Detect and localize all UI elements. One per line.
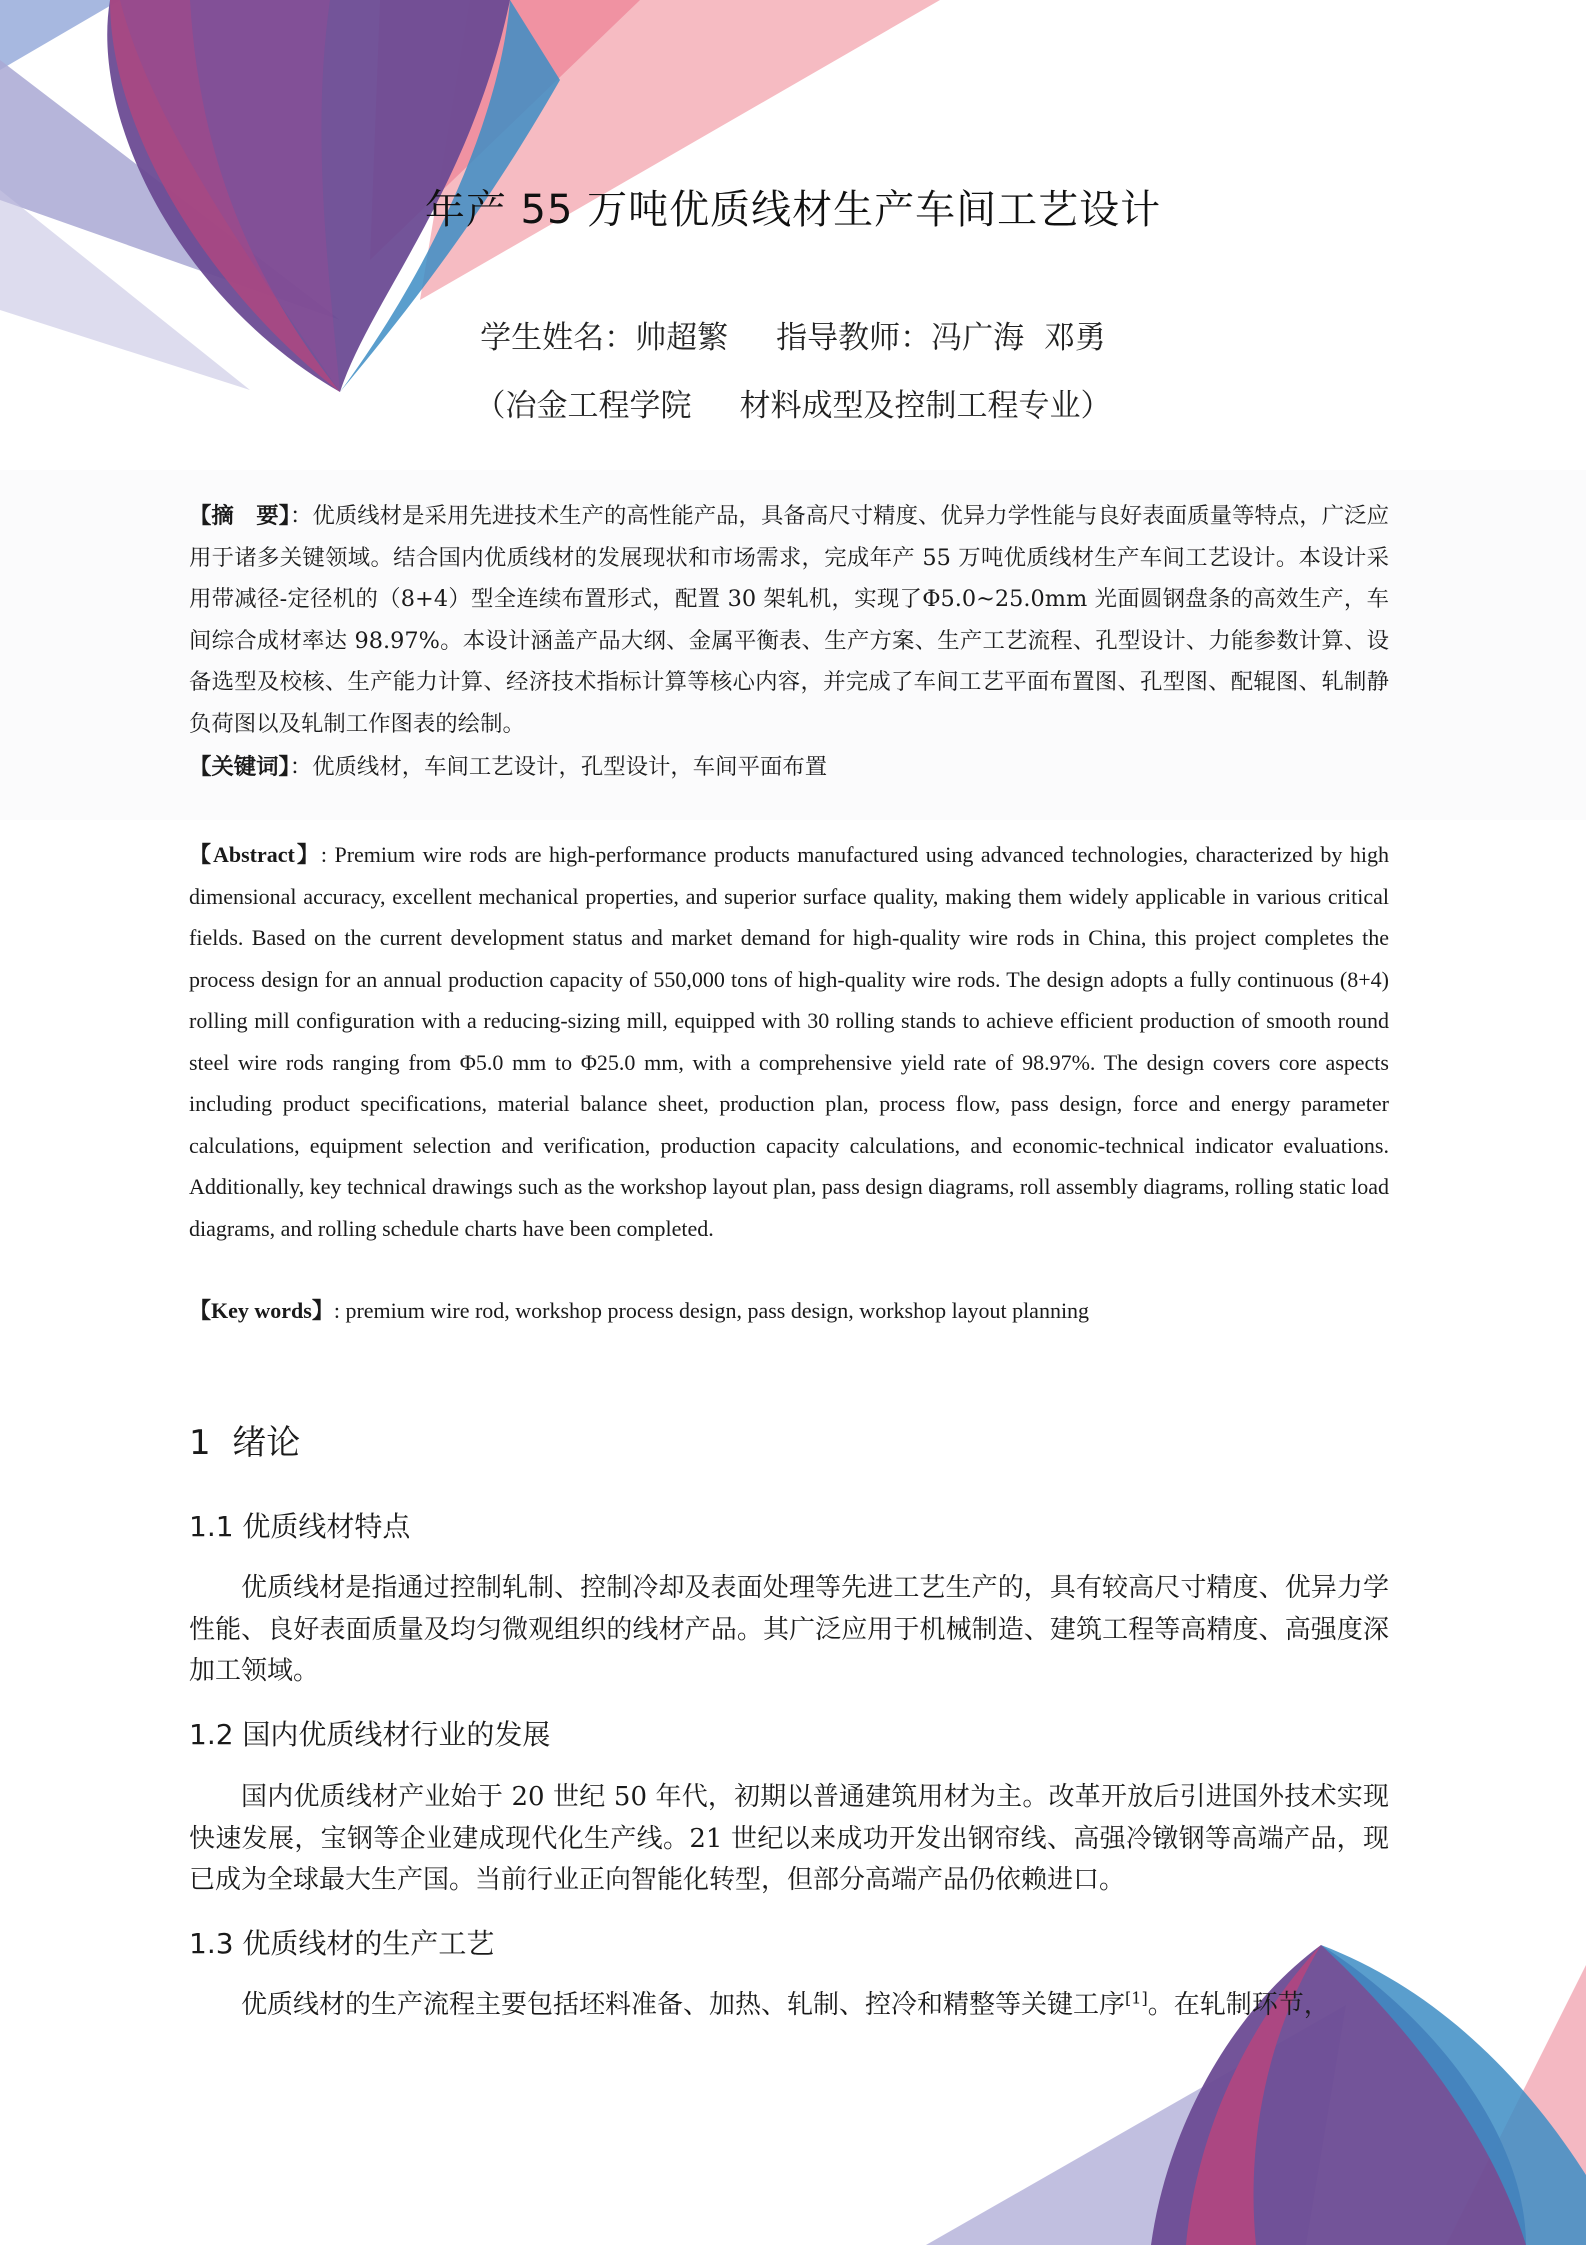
- affiliation-close-paren: ）: [1080, 388, 1112, 424]
- advisor-names: 冯广海 邓勇: [931, 320, 1106, 356]
- major-name: 材料成型及控制工程专业: [739, 388, 1081, 424]
- school-name: 冶金工程学院: [505, 388, 692, 424]
- subsection-heading-1-3: 1.3 优质线材的生产工艺: [189, 1927, 495, 1960]
- citation-ref[interactable]: [1]: [1125, 1988, 1148, 2008]
- section-heading-1: 1 绪论: [189, 1423, 301, 1463]
- affiliation-line: [0, 380, 1586, 425]
- paragraph-1-3: [189, 1985, 1389, 2027]
- abstract-zh: [189, 496, 1389, 745]
- abstract-zh-text: ：优质线材是采用先进技术生产的高性能产品，具备高尺寸精度、优异力学性能与良好表面质量等特点，广泛应用于诸多关键领域。结合国内优质线材的发展现状和市场需求，完成年产 55 万吨优质线材生产车间工艺设计。本设计采用带减径-定径机的（8+4）型全连续布置形式，配置 30 架轧机，实现了Φ5.0~25.0mm 光面圆钢盘条的高效生产，车间综合成材率达 98.97%。本设计涵盖产品大纲、金属平衡表、生产方案、生产工艺流程、孔型设计、力能参数计算、设备选型及校核、生产能力计算、经济技术指标计算等核心内容，并完成了车间工艺平面布置图、孔型图、配辊图、轧制静负荷图以及轧制工作图表的绘制。: [189, 503, 1389, 737]
- keywords-en-text: : premium wire rod, workshop process design, pass design, workshop layout planning: [333, 1298, 1090, 1323]
- keywords-zh-label: 【关键词】: [189, 754, 290, 780]
- abstract-zh-label: 【摘 要】: [189, 503, 290, 529]
- author-line: [0, 312, 1586, 357]
- student-name: 帅超繁: [635, 320, 729, 356]
- keywords-en: [189, 1290, 1389, 1332]
- paper-title: 年产 55 万吨优质线材生产车间工艺设计: [424, 187, 1162, 233]
- paragraph-1-3-text: 优质线材的生产流程主要包括坯料准备、加热、轧制、控冷和精整等关键工序: [241, 1990, 1126, 2020]
- paragraph-1-3-text-after: 。在轧制环节，: [1147, 1990, 1330, 2020]
- subsection-heading-1-1: 1.1 优质线材特点: [189, 1510, 411, 1543]
- abstract-en-text: : Premium wire rods are high-performance products manufactured using advanced technologies, characterized by high dimensional accuracy, excellent mechanical properties, and superior surface quality, making them widely applicable in various critical fields. Based on the current development status and market demand for high-quality wire rods in China, this project completes the process design for an annual production capacity of 550,000 tons of high-quality wire rods. The design adopts a fully continuous (8+4) rolling mill configuration with a reducing-sizing mill, equipped with 30 rolling stands to achieve efficient production of smooth round steel wire rods ranging from Φ5.0 mm to Φ25.0 mm, with a comprehensive yield rate of 98.97%. The design covers core aspects including product specifications, material balance sheet, production plan, process flow, pass design, force and energy parameter calculations, equipment selection and verification, production capacity calculations, and economic-technical indicator evaluations. Additionally, key technical drawings such as the workshop layout plan, pass design diagrams, roll assembly diagrams, rolling static load diagrams, and rolling schedule charts have been completed.: [189, 842, 1389, 1241]
- student-label: 学生姓名：: [480, 320, 636, 356]
- paragraph-1-2: 国内优质线材产业始于 20 世纪 50 年代，初期以普通建筑用材为主。改革开放后引进国外技术实现快速发展，宝钢等企业建成现代化生产线。21 世纪以来成功开发出钢帘线、高强冷镦钢等高端产品，现已成为全球最大生产国。当前行业正向智能化转型，但部分高端产品仍依赖进口。: [189, 1782, 1389, 1895]
- advisor-label: 指导教师：: [776, 320, 932, 356]
- affiliation-open-paren: （: [474, 388, 506, 424]
- keywords-zh-text: ：优质线材，车间工艺设计，孔型设计，车间平面布置: [289, 754, 828, 780]
- abstract-en: [189, 834, 1389, 1249]
- keywords-zh: [189, 747, 1389, 789]
- abstract-en-label: 【Abstract】: [189, 842, 321, 867]
- subsection-heading-1-2: 1.2 国内优质线材行业的发展: [189, 1718, 551, 1751]
- paragraph-1-1: 优质线材是指通过控制轧制、控制冷却及表面处理等先进工艺生产的，具有较高尺寸精度、优异力学性能、良好表面质量及均匀微观组织的线材产品。其广泛应用于机械制造、建筑工程等高精度、高强度深加工领域。: [189, 1573, 1389, 1686]
- keywords-en-label: 【Key words】: [189, 1298, 334, 1323]
